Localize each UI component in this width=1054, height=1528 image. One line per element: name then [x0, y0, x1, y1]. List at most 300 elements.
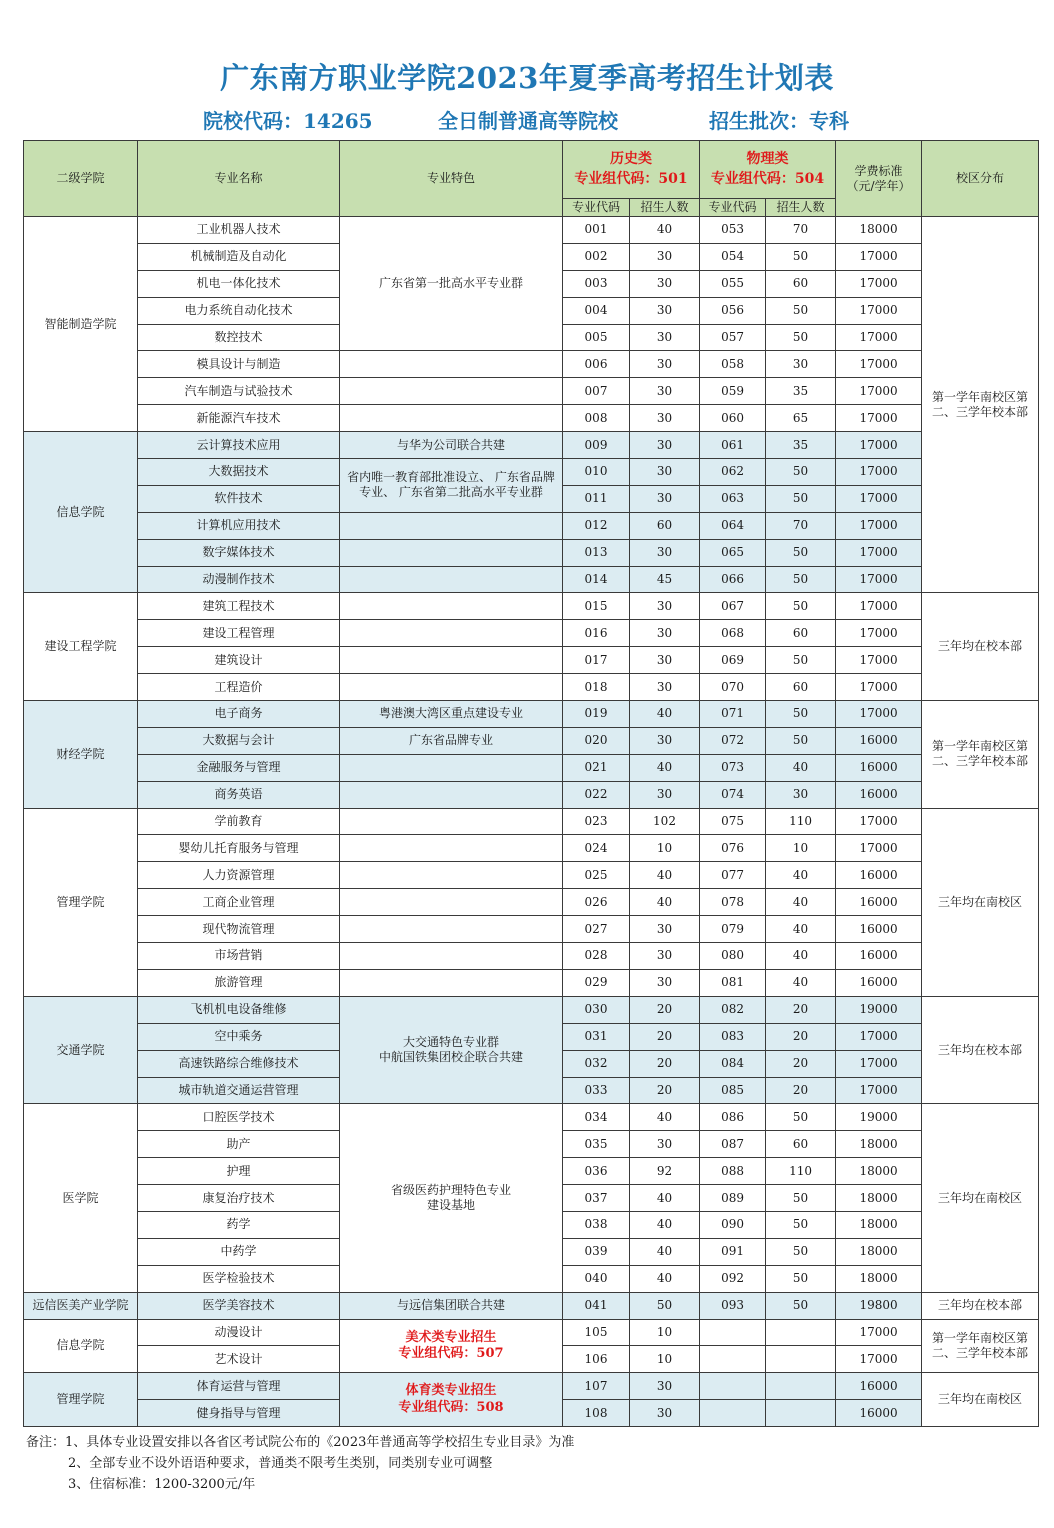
physics-count: 40: [766, 916, 836, 943]
physics-code: 065: [700, 539, 766, 566]
physics-count: 30: [766, 781, 836, 808]
major-name: 口腔医学技术: [138, 1104, 340, 1131]
history-code: 105: [563, 1319, 630, 1346]
history-count: 45: [630, 566, 700, 593]
tuition-fee: 17000: [836, 378, 922, 405]
history-code: 017: [563, 647, 630, 674]
physics-count: 40: [766, 754, 836, 781]
college-cell: 信息学院: [24, 432, 138, 593]
tuition-fee: 18000: [836, 1158, 922, 1185]
table-row: [24, 674, 1039, 701]
physics-count: [766, 1319, 836, 1346]
header-physics-count: 招生人数: [766, 199, 836, 217]
table-row: [24, 1104, 1039, 1131]
physics-count: 50: [766, 727, 836, 754]
table-row: [24, 996, 1039, 1023]
history-code: 019: [563, 701, 630, 728]
major-name: 人力资源管理: [138, 862, 340, 889]
physics-count: 50: [766, 647, 836, 674]
major-name: 空中乘务: [138, 1023, 340, 1050]
history-code: 021: [563, 754, 630, 781]
feature-text: 粤港澳大湾区重点建设专业: [378, 706, 523, 721]
history-code: 028: [563, 943, 630, 970]
major-name: 工程造价: [138, 674, 340, 701]
table-row: [24, 969, 1039, 996]
physics-code: 074: [700, 781, 766, 808]
major-name: 飞机机电设备维修: [138, 996, 340, 1023]
major-feature: [340, 593, 563, 620]
college-cell: 医学院: [24, 1104, 138, 1292]
history-code: 018: [563, 674, 630, 701]
institution-type: 全日制普通高等院校: [438, 109, 618, 133]
major-feature: [340, 432, 563, 459]
history-count: 30: [630, 485, 700, 512]
physics-count: 35: [766, 378, 836, 405]
major-name: 学前教育: [138, 808, 340, 835]
major-name: 云计算技术应用: [138, 432, 340, 459]
table-row: [24, 862, 1039, 889]
physics-code: 088: [700, 1158, 766, 1185]
header-history-group: [563, 141, 700, 199]
history-count: 30: [630, 243, 700, 270]
history-group-code: 专业组代码：501: [574, 170, 688, 187]
physics-code: 055: [700, 270, 766, 297]
note-2: 2、全部专业不设外语语种要求，普通类不限考生类别，同类别专业可调整: [68, 1456, 493, 1471]
history-count: 30: [630, 324, 700, 351]
physics-code: 078: [700, 889, 766, 916]
campus-cell: 第一学年南校区第二、三学年校本部: [922, 217, 1039, 593]
major-feature: [340, 512, 563, 539]
physics-code: 090: [700, 1211, 766, 1238]
tuition-fee: 17000: [836, 324, 922, 351]
physics-count: 35: [766, 432, 836, 459]
tuition-fee: 17000: [836, 485, 922, 512]
feature-text: 广东省品牌专业: [408, 733, 493, 748]
history-code: 038: [563, 1211, 630, 1238]
history-code: 003: [563, 270, 630, 297]
history-count: 92: [630, 1158, 700, 1185]
physics-count: 60: [766, 270, 836, 297]
physics-code: 092: [700, 1265, 766, 1292]
tuition-fee: 17000: [836, 674, 922, 701]
table-row: [24, 566, 1039, 593]
physics-count: 50: [766, 485, 836, 512]
history-code: 108: [563, 1400, 630, 1427]
physics-code: 093: [700, 1292, 766, 1319]
history-code: 024: [563, 835, 630, 862]
major-name: 艺术设计: [138, 1346, 340, 1373]
physics-code: 060: [700, 405, 766, 432]
history-count: 40: [630, 1238, 700, 1265]
notes: [26, 1432, 574, 1495]
physics-code: [700, 1373, 766, 1400]
table-row: [24, 1292, 1039, 1319]
major-name: 工业机器人技术: [138, 217, 340, 244]
college-cell: 管理学院: [24, 808, 138, 996]
history-code: 020: [563, 727, 630, 754]
history-count: 30: [630, 1131, 700, 1158]
major-feature: [340, 862, 563, 889]
history-code: 041: [563, 1292, 630, 1319]
physics-code: 064: [700, 512, 766, 539]
history-count: 30: [630, 1400, 700, 1427]
history-count: 40: [630, 889, 700, 916]
table-row: [24, 539, 1039, 566]
college-cell: 建设工程学院: [24, 593, 138, 701]
tuition-fee: 17000: [836, 808, 922, 835]
major-feature: [340, 620, 563, 647]
header-history-code: 专业代码: [563, 199, 630, 217]
feature-text: 专业组代码：508: [398, 1399, 504, 1415]
major-name: 建筑工程技术: [138, 593, 340, 620]
major-name: 医学美容技术: [138, 1292, 340, 1319]
table-row: [24, 217, 1039, 244]
history-count: 20: [630, 1023, 700, 1050]
tuition-fee: 18000: [836, 1131, 922, 1158]
table-row: [24, 512, 1039, 539]
college-cell: 管理学院: [24, 1373, 138, 1427]
table-row: [24, 405, 1039, 432]
tuition-fee: 16000: [836, 1400, 922, 1427]
feature-text: 与华为公司联合共建: [396, 437, 505, 452]
history-count: 30: [630, 351, 700, 378]
physics-count: 50: [766, 1211, 836, 1238]
feature-text: 建设基地: [426, 1198, 475, 1212]
history-label: 历史类: [610, 150, 652, 167]
major-feature: [340, 405, 563, 432]
tuition-fee: 17000: [836, 835, 922, 862]
tuition-fee: 18000: [836, 217, 922, 244]
history-count: 40: [630, 862, 700, 889]
history-code: 040: [563, 1265, 630, 1292]
major-feature: [340, 217, 563, 351]
table-row: [24, 432, 1039, 459]
tuition-fee: 18000: [836, 1265, 922, 1292]
tuition-fee: 17000: [836, 351, 922, 378]
tuition-fee: 17000: [836, 1077, 922, 1104]
major-name: 婴幼儿托育服务与管理: [138, 835, 340, 862]
history-count: 30: [630, 405, 700, 432]
history-count: 30: [630, 727, 700, 754]
major-name: 大数据技术: [138, 459, 340, 486]
physics-code: 082: [700, 996, 766, 1023]
tuition-fee: 17000: [836, 539, 922, 566]
history-count: 30: [630, 297, 700, 324]
history-count: 30: [630, 270, 700, 297]
physics-code: 054: [700, 243, 766, 270]
history-count: 10: [630, 1319, 700, 1346]
college-cell: 财经学院: [24, 701, 138, 809]
tuition-fee: 17000: [836, 432, 922, 459]
campus-cell: 三年均在南校区: [922, 1104, 1039, 1292]
tuition-fee: 17000: [836, 593, 922, 620]
physics-count: 20: [766, 1023, 836, 1050]
tuition-fee: 17000: [836, 459, 922, 486]
feature-text: 广东省第一批高水平专业群: [378, 276, 523, 291]
history-code: 036: [563, 1158, 630, 1185]
history-count: 40: [630, 1104, 700, 1131]
history-count: 40: [630, 754, 700, 781]
physics-code: 070: [700, 674, 766, 701]
history-code: 030: [563, 996, 630, 1023]
history-code: 023: [563, 808, 630, 835]
major-name: 机械制造及自动化: [138, 243, 340, 270]
major-feature: [340, 943, 563, 970]
major-feature: [340, 969, 563, 996]
history-count: 30: [630, 620, 700, 647]
history-code: 014: [563, 566, 630, 593]
history-code: 015: [563, 593, 630, 620]
campus-cell: 三年均在校本部: [922, 996, 1039, 1104]
history-count: 20: [630, 1050, 700, 1077]
history-code: 016: [563, 620, 630, 647]
major-name: 金融服务与管理: [138, 754, 340, 781]
major-feature: [340, 674, 563, 701]
major-feature: [340, 1104, 563, 1292]
campus-cell: 三年均在南校区: [922, 808, 1039, 996]
major-name: 康复治疗技术: [138, 1185, 340, 1212]
major-name: 动漫设计: [138, 1319, 340, 1346]
history-code: 001: [563, 217, 630, 244]
physics-code: 085: [700, 1077, 766, 1104]
physics-count: 10: [766, 835, 836, 862]
physics-code: 087: [700, 1131, 766, 1158]
campus-cell: 第一学年南校区第二、三学年校本部: [922, 701, 1039, 809]
major-feature: [340, 701, 563, 728]
physics-count: 20: [766, 1077, 836, 1104]
history-code: 029: [563, 969, 630, 996]
campus-cell: 三年均在校本部: [922, 1292, 1039, 1319]
major-feature: [340, 566, 563, 593]
tuition-fee: 17000: [836, 1050, 922, 1077]
major-name: 健身指导与管理: [138, 1400, 340, 1427]
college-cell: 交通学院: [24, 996, 138, 1104]
major-feature: [340, 835, 563, 862]
major-feature: [340, 351, 563, 378]
tuition-fee: 16000: [836, 1373, 922, 1400]
history-count: 30: [630, 647, 700, 674]
tuition-fee: 16000: [836, 889, 922, 916]
physics-code: 073: [700, 754, 766, 781]
history-count: 30: [630, 459, 700, 486]
major-name: 旅游管理: [138, 969, 340, 996]
campus-cell: 第一学年南校区第二、三学年校本部: [922, 1319, 1039, 1373]
physics-code: 067: [700, 593, 766, 620]
major-feature: [340, 459, 563, 513]
feature-text: 与远信集团联合共建: [396, 1298, 505, 1313]
college-cell: 远信医美产业学院: [24, 1292, 138, 1319]
physics-count: 40: [766, 889, 836, 916]
feature-text: 专业组代码：507: [398, 1345, 504, 1361]
physics-count: 50: [766, 539, 836, 566]
history-code: 022: [563, 781, 630, 808]
table-row: [24, 835, 1039, 862]
history-count: 50: [630, 1292, 700, 1319]
campus-cell: 三年均在校本部: [922, 593, 1039, 701]
tuition-fee: 16000: [836, 862, 922, 889]
major-feature: [340, 1319, 563, 1373]
major-name: 城市轨道交通运营管理: [138, 1077, 340, 1104]
physics-code: 062: [700, 459, 766, 486]
table-row: [24, 701, 1039, 728]
table-row: [24, 889, 1039, 916]
major-name: 动漫制作技术: [138, 566, 340, 593]
history-code: 035: [563, 1131, 630, 1158]
header-physics-code: 专业代码: [700, 199, 766, 217]
physics-code: 066: [700, 566, 766, 593]
major-feature: [340, 996, 563, 1104]
history-count: 30: [630, 432, 700, 459]
major-feature: [340, 808, 563, 835]
physics-code: 089: [700, 1185, 766, 1212]
physics-code: 056: [700, 297, 766, 324]
tuition-fee: 17000: [836, 701, 922, 728]
table-row: [24, 378, 1039, 405]
physics-count: [766, 1373, 836, 1400]
physics-code: 071: [700, 701, 766, 728]
major-name: 现代物流管理: [138, 916, 340, 943]
major-name: 药学: [138, 1211, 340, 1238]
history-count: 30: [630, 539, 700, 566]
college-cell: 信息学院: [24, 1319, 138, 1373]
physics-code: 079: [700, 916, 766, 943]
tuition-fee: 19000: [836, 1104, 922, 1131]
history-code: 037: [563, 1185, 630, 1212]
history-count: 10: [630, 835, 700, 862]
physics-count: 40: [766, 862, 836, 889]
header-major: 专业名称: [138, 141, 340, 217]
major-feature: [340, 647, 563, 674]
table-row: [24, 943, 1039, 970]
table-row: [24, 620, 1039, 647]
major-name: 建设工程管理: [138, 620, 340, 647]
tuition-fee: 17000: [836, 243, 922, 270]
tuition-fee: 17000: [836, 647, 922, 674]
physics-code: 083: [700, 1023, 766, 1050]
history-code: 004: [563, 297, 630, 324]
physics-count: 50: [766, 566, 836, 593]
tuition-fee: 16000: [836, 916, 922, 943]
major-name: 软件技术: [138, 485, 340, 512]
physics-code: 053: [700, 217, 766, 244]
major-name: 电力系统自动化技术: [138, 297, 340, 324]
history-code: 039: [563, 1238, 630, 1265]
physics-count: 40: [766, 969, 836, 996]
major-name: 工商企业管理: [138, 889, 340, 916]
physics-count: 50: [766, 1292, 836, 1319]
major-name: 大数据与会计: [138, 727, 340, 754]
history-code: 034: [563, 1104, 630, 1131]
physics-code: 086: [700, 1104, 766, 1131]
major-name: 助产: [138, 1131, 340, 1158]
enrollment-plan-table: [23, 140, 1039, 1427]
history-code: 032: [563, 1050, 630, 1077]
header-feature: 专业特色: [340, 141, 563, 217]
physics-group-code: 专业组代码：504: [710, 170, 825, 187]
history-count: 30: [630, 969, 700, 996]
history-code: 025: [563, 862, 630, 889]
table-row: [24, 593, 1039, 620]
physics-count: 50: [766, 1238, 836, 1265]
physics-count: 50: [766, 593, 836, 620]
tuition-fee: 17000: [836, 620, 922, 647]
physics-code: 069: [700, 647, 766, 674]
tuition-fee: 17000: [836, 1023, 922, 1050]
institution-code: 院校代码：14265: [203, 109, 373, 133]
tuition-fee: 17000: [836, 405, 922, 432]
physics-count: 50: [766, 1185, 836, 1212]
physics-count: 40: [766, 943, 836, 970]
history-count: 10: [630, 1346, 700, 1373]
physics-count: 50: [766, 701, 836, 728]
physics-code: 057: [700, 324, 766, 351]
major-name: 汽车制造与试验技术: [138, 378, 340, 405]
major-name: 计算机应用技术: [138, 512, 340, 539]
page-title: 广东南方职业学院2023年夏季高考招生计划表: [220, 61, 834, 95]
note-1: 备注：1、具体专业设置安排以各省区考试院公布的《2023年普通高等学校招生专业目录》为准: [26, 1435, 575, 1450]
physics-code: [700, 1319, 766, 1346]
table-row: [24, 1319, 1039, 1346]
major-name: 电子商务: [138, 701, 340, 728]
physics-count: 20: [766, 996, 836, 1023]
tuition-fee: 16000: [836, 943, 922, 970]
tuition-fee: 16000: [836, 781, 922, 808]
history-count: 30: [630, 943, 700, 970]
major-name: 护理: [138, 1158, 340, 1185]
history-code: 106: [563, 1346, 630, 1373]
major-name: 模具设计与制造: [138, 351, 340, 378]
history-code: 002: [563, 243, 630, 270]
major-name: 中药学: [138, 1238, 340, 1265]
physics-count: [766, 1346, 836, 1373]
header-college: 二级学院: [24, 141, 138, 217]
feature-text: 美术类专业招生: [405, 1329, 497, 1345]
feature-text: 中航国铁集团校企联合共建: [378, 1050, 523, 1065]
history-count: 30: [630, 674, 700, 701]
physics-count: 60: [766, 620, 836, 647]
history-count: 40: [630, 701, 700, 728]
physics-count: 65: [766, 405, 836, 432]
physics-count: 50: [766, 324, 836, 351]
physics-code: 059: [700, 378, 766, 405]
tuition-fee: 16000: [836, 754, 922, 781]
history-code: 005: [563, 324, 630, 351]
history-code: 007: [563, 378, 630, 405]
tuition-fee: 16000: [836, 969, 922, 996]
table-row: [24, 754, 1039, 781]
physics-code: 058: [700, 351, 766, 378]
major-name: 市场营销: [138, 943, 340, 970]
history-code: 008: [563, 405, 630, 432]
history-count: 40: [630, 1211, 700, 1238]
major-name: 高速铁路综合维修技术: [138, 1050, 340, 1077]
history-count: 40: [630, 1185, 700, 1212]
physics-code: 068: [700, 620, 766, 647]
physics-code: 091: [700, 1238, 766, 1265]
history-code: 026: [563, 889, 630, 916]
tuition-fee: 18000: [836, 1238, 922, 1265]
tuition-fee: 19000: [836, 996, 922, 1023]
history-count: 30: [630, 378, 700, 405]
major-name: 数控技术: [138, 324, 340, 351]
major-name: 医学检验技术: [138, 1265, 340, 1292]
major-feature: [340, 916, 563, 943]
admission-batch: 招生批次：专科: [709, 109, 849, 133]
major-feature: [340, 539, 563, 566]
physics-code: 072: [700, 727, 766, 754]
physics-count: 50: [766, 1104, 836, 1131]
history-code: 033: [563, 1077, 630, 1104]
